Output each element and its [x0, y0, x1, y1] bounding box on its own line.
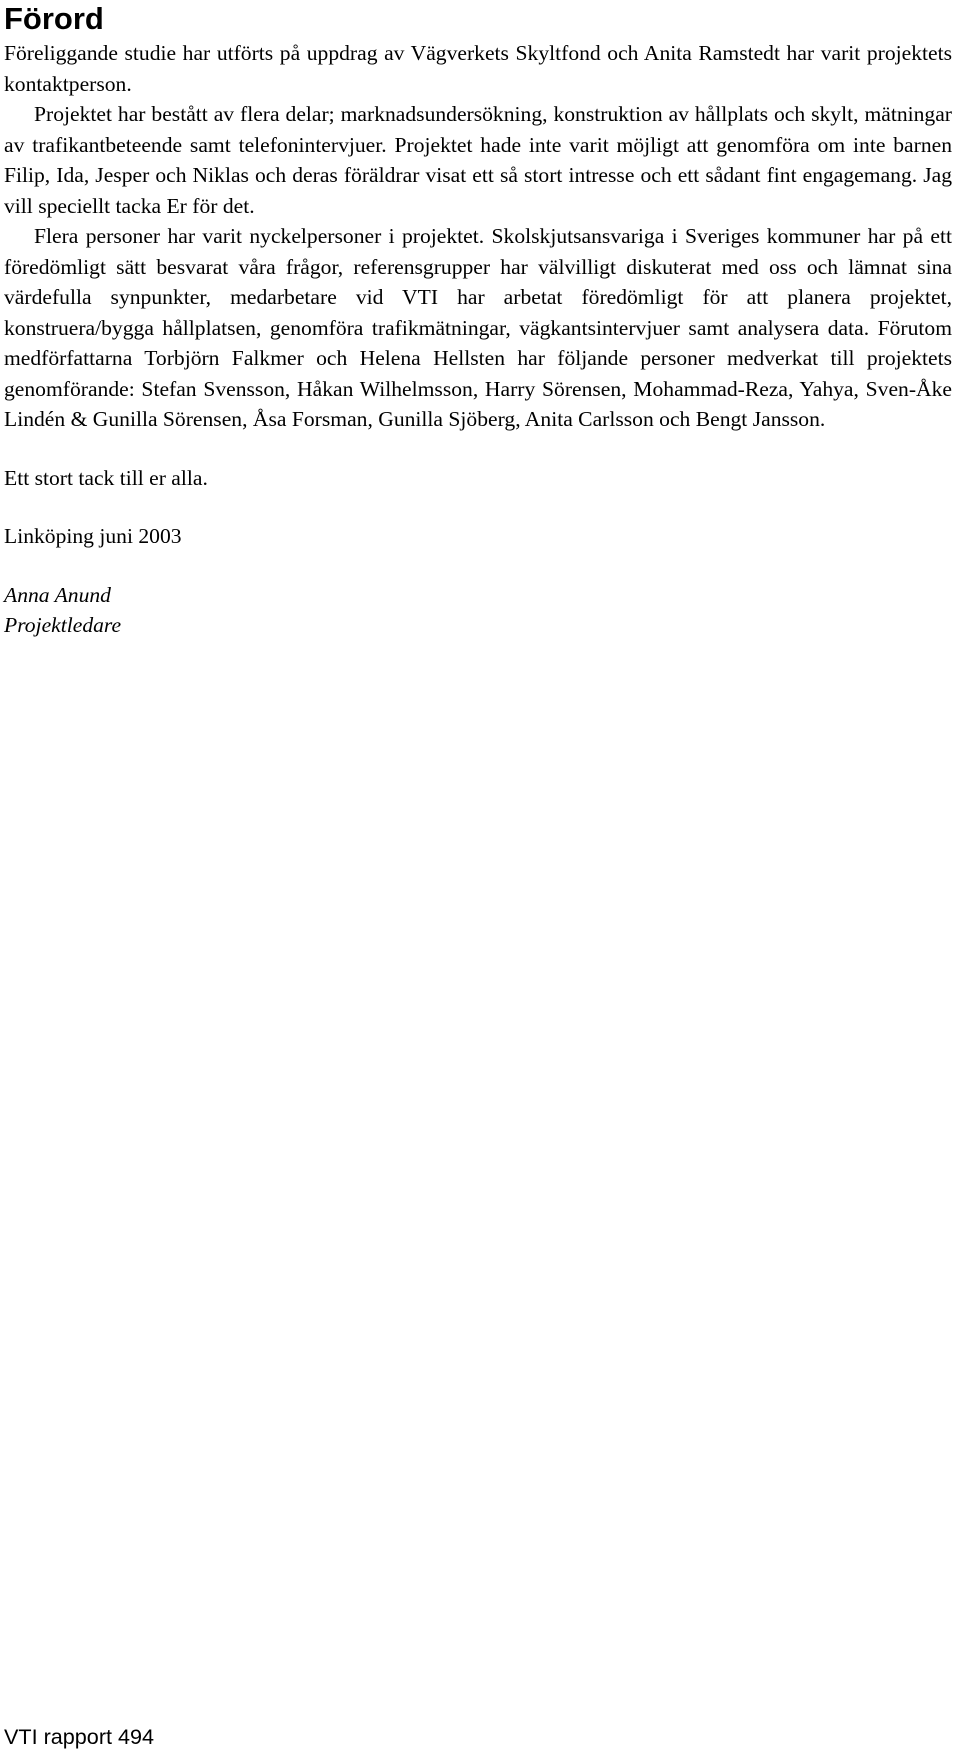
- paragraph-intro: Föreliggande studie har utförts på uppdrag av Vägverkets Skyltfond och Anita Ramstedt har varit projektets kontaktperson.: [4, 41, 952, 96]
- body-text: [4, 38, 952, 641]
- signature-role: Projektledare: [4, 613, 122, 637]
- spacer: [4, 435, 952, 463]
- paragraph-project-parts: Projektet har bestått av flera delar; marknadsundersökning, konstruktion av hållplats och skylt, mätningar av trafikantbeteende samt telefonintervjuer. Projektet hade inte varit möjligt att genomföra om inte barnen Filip, Ida, Jesper och Niklas och deras föräldrar visat ett så stort intresse och ett sådant fint engagemang. Jag vill speciellt tacka Er för det.: [4, 102, 952, 218]
- spacer: [4, 493, 952, 521]
- paragraph-acknowledgements: Flera personer har varit nyckelpersoner i projektet. Skolskjutsansvariga i Sveriges kommuner har på ett föredömligt sätt besvarat våra frågor, referensgrupper har välvilligt diskuterat med oss och lämnat sina värdefulla synpunkter, medarbetare vid VTI har arbetat föredömligt för att planera projektet, konstruera/bygga hållplatsen, genomföra trafikmätningar, vägkantsintervjuer samt analysera data. Förutom medförfattarna Torbjörn Falkmer och Helena Hellsten har följande personer medverkat till projektets genomförande: Stefan Svensson, Håkan Wilhelmsson, Harry Sörensen, Mohammad-Reza, Yahya, Sven-Åke Lindén & Gunilla Sörensen, Åsa Forsman, Gunilla Sjöberg, Anita Carlsson och Bengt Jansson.: [4, 224, 952, 431]
- thanks-line: Ett stort tack till er alla.: [4, 465, 208, 490]
- footer-report-label: VTI rapport 494: [4, 1724, 155, 1749]
- place-date-line: Linköping juni 2003: [4, 524, 182, 548]
- document-page: [4, 0, 952, 641]
- spacer: [4, 552, 952, 580]
- page-title: Förord: [4, 1, 104, 36]
- signature-name: Anna Anund: [4, 582, 111, 607]
